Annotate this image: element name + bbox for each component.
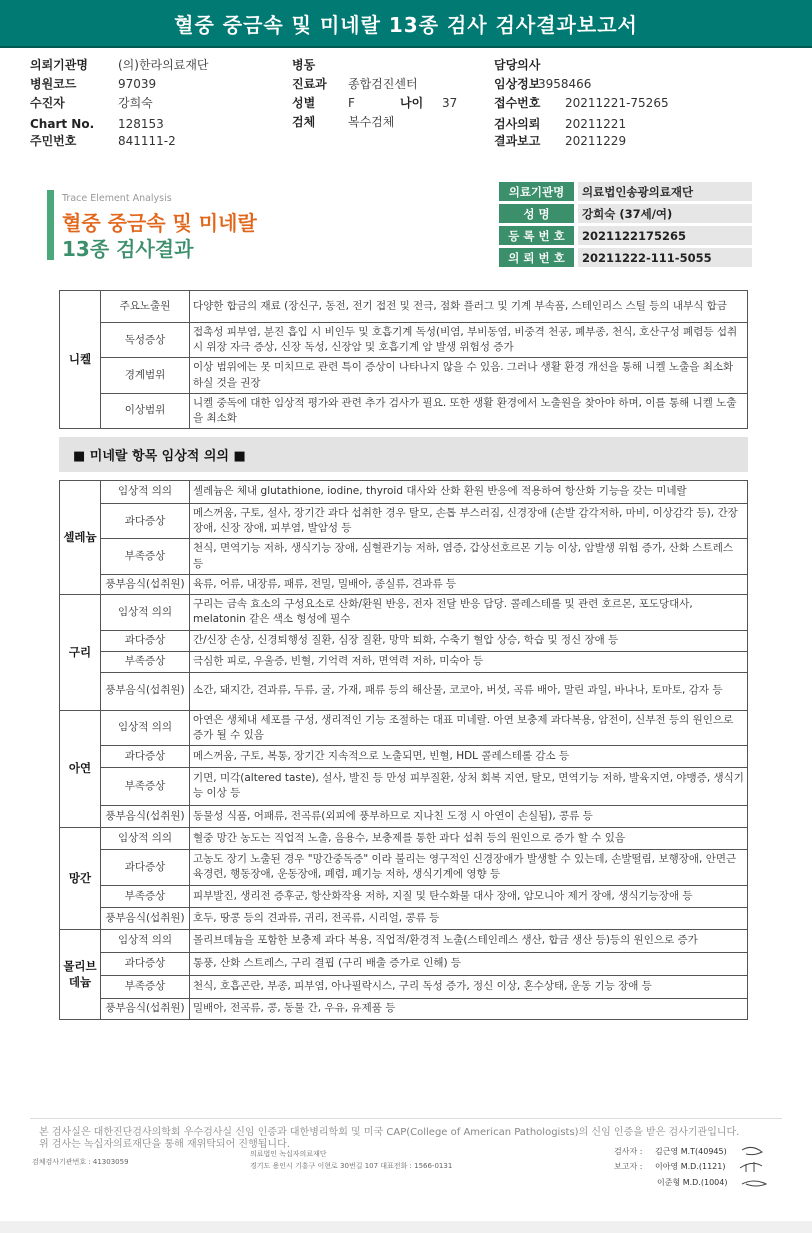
signer-name: 김근영 M.T(40945) — [654, 1147, 727, 1156]
element-name: 망간 — [60, 827, 101, 929]
info-label: 접수번호 — [494, 96, 541, 110]
table-row — [60, 291, 748, 323]
org-address: 경기도 용인시 기흥구 이현로 30번길 107 대표전화 : 1566-0131 — [250, 1162, 453, 1170]
org-code: 검체검사기관번호 : 41303059 — [32, 1158, 129, 1166]
patient-box-row — [499, 182, 752, 201]
info-label: 임상정보 — [494, 77, 541, 91]
description-cell: 아연은 생체내 세포를 구성, 생리적인 기능 조절하는 대표 미네랄. 아연 보충제 과다복용, 암전이, 신부전 등의 원인으로 증가 될 수 있음 — [190, 710, 748, 745]
description-cell: 다양한 합금의 재료 (장신구, 동전, 전기 접전 및 전극, 점화 플러그 및 기계 부속품, 스테인리스 스틸 등의 내부식 합금 — [190, 291, 748, 323]
info-label: 결과보고 — [494, 134, 541, 148]
table-row — [60, 929, 748, 952]
category-cell: 부족증상 — [101, 885, 190, 907]
category-cell: 임상적 의의 — [101, 929, 190, 952]
info-label: 병동 — [292, 58, 316, 72]
info-label: 검체 — [292, 115, 316, 129]
table-row — [60, 323, 748, 358]
info-row — [494, 93, 669, 112]
info-value: 3958466 — [538, 76, 592, 91]
description-cell: 천식, 호흡곤란, 부종, 피부염, 아나필락시스, 구리 독성 증가, 정신 이상, 혼수상태, 운동 기능 장애 등 — [190, 975, 748, 998]
report-subtitle: Trace Element Analysis — [62, 193, 172, 204]
info-value: 128153 — [118, 116, 164, 131]
description-cell: 호두, 땅콩 등의 견과류, 귀리, 전곡류, 시리얼, 콩류 등 — [190, 907, 748, 929]
category-cell: 임상적 의의 — [101, 481, 190, 504]
report-title: 혈중 중금속 및 미네랄 13종 검사 검사결과보고서 — [0, 0, 812, 48]
table-row — [60, 358, 748, 393]
info-value: 20211229 — [565, 133, 627, 148]
category-cell: 경계범위 — [101, 358, 190, 393]
patient-box-label: 의 뢰 번 호 — [499, 248, 574, 267]
element-name: 몰리브데늄 — [60, 929, 101, 1019]
info-value: (의)한라의료재단 — [118, 58, 209, 72]
signer-role: 보고자 : — [614, 1162, 643, 1171]
signer-name: 이아영 M.D.(1121) — [654, 1162, 726, 1171]
info-value: 20211221 — [565, 116, 627, 131]
description-cell: 혈중 망간 농도는 직업적 노출, 음용수, 보충제를 통한 과다 섭취 등의 원인으로 증가 할 수 있음 — [190, 827, 748, 849]
info-label: 의뢰기관명 — [30, 58, 88, 72]
accent-bar — [47, 190, 54, 260]
description-cell: 간/신장 손상, 신경퇴행성 질환, 심장 질환, 망막 퇴화, 수축기 혈압 상승, 학습 및 정신 장애 등 — [190, 630, 748, 651]
description-cell: 구리는 금속 효소의 구성요소로 산화/환원 반응, 전자 전달 반응 담당. 콜레스테롤 및 관련 호르몬, 포도당대사, melatonin 같은 색소 형성에 필수 — [190, 595, 748, 630]
description-cell: 메스꺼움, 구토, 설사, 장기간 과다 섭취한 경우 탈모, 손톱 부스러짐, 신경장애 (손발 감각저하, 마비, 이상감각 등), 간장 장애, 신장 장애, 피부염, 발암성 등 — [190, 504, 748, 539]
category-cell: 임상적 의의 — [101, 595, 190, 630]
patient-box-value: 강희숙 (37세/여) — [578, 204, 752, 223]
table-row — [60, 481, 748, 504]
info-label: 병원코드 — [30, 77, 77, 91]
signature-image — [736, 1140, 776, 1190]
category-cell: 부족증상 — [101, 651, 190, 672]
category-cell: 풍부음식(섭취원) — [101, 998, 190, 1019]
signer-row — [657, 1177, 727, 1188]
element-name: 아연 — [60, 710, 101, 827]
description-cell: 밀배아, 전곡류, 콩, 동물 간, 우유, 유제품 등 — [190, 998, 748, 1019]
org-name: 의료법인 녹십자의료재단 — [250, 1150, 327, 1158]
info-row — [292, 74, 418, 93]
category-cell: 과다증상 — [101, 504, 190, 539]
category-cell: 과다증상 — [101, 745, 190, 767]
table-row — [60, 651, 748, 672]
table-row — [60, 975, 748, 998]
info-value: 841111-2 — [118, 133, 176, 148]
element-name: 셀레늄 — [60, 481, 101, 595]
category-cell: 이상범위 — [101, 393, 190, 428]
table-row — [60, 885, 748, 907]
table-row — [60, 574, 748, 594]
signer-row — [614, 1146, 727, 1157]
table-row — [60, 805, 748, 827]
category-cell: 풍부음식(섭취원) — [101, 574, 190, 594]
age-label: 나이 — [400, 96, 424, 110]
description-cell: 기면, 미각(altered taste), 설사, 발진 등 만성 피부질환, 상처 회복 지연, 탈모, 면역기능 저하, 발육지연, 야맹증, 생식기능 이상 등 — [190, 767, 748, 805]
description-cell: 동물성 식품, 어패류, 전곡류(외피에 풍부하므로 지나친 도정 시 아연이 손실됨), 콩류 등 — [190, 805, 748, 827]
signer-role: 검사자 : — [614, 1147, 643, 1156]
element-name: 니켈 — [60, 291, 101, 429]
table-row — [60, 630, 748, 651]
patient-box-row — [499, 248, 752, 267]
table-row — [60, 595, 748, 630]
description-cell: 천식, 면역기능 저하, 생식기능 장애, 심혈관기능 저하, 염증, 갑상선호르몬 기능 이상, 암발생 위험 증가, 산화 스트레스 등 — [190, 539, 748, 574]
description-cell: 소간, 돼지간, 견과류, 두류, 굴, 가재, 패류 등의 해산물, 코코아, 버섯, 곡류 배아, 말린 과일, 바나나, 토마토, 감자 등 — [190, 672, 748, 710]
patient-box-value: 의료법인송광의료재단 — [578, 182, 752, 201]
table-row — [60, 849, 748, 885]
mineral-table — [59, 480, 748, 1020]
table-row — [60, 393, 748, 428]
patient-box-row — [499, 226, 752, 245]
element-name: 구리 — [60, 595, 101, 710]
category-cell: 풍부음식(섭취원) — [101, 672, 190, 710]
signature-stroke — [740, 1162, 762, 1172]
info-value: 복수검체 — [348, 115, 395, 129]
patient-box-row — [499, 204, 752, 223]
info-value: 97039 — [118, 76, 157, 91]
description-cell: 셀레늄은 체내 glutathione, iodine, thyroid 대사와 산화 환원 반응에 적용하여 항산화 기능을 갖는 미네랄 — [190, 481, 748, 504]
info-row — [30, 93, 153, 112]
description-cell: 통풍, 산화 스트레스, 구리 결핍 (구리 배출 증가로 인해) 등 — [190, 952, 748, 975]
info-row — [30, 131, 176, 150]
table-row — [60, 710, 748, 745]
info-value: 종합검진센터 — [348, 77, 418, 91]
info-row — [292, 112, 394, 131]
patient-box-label: 성 명 — [499, 204, 574, 223]
category-cell: 풍부음식(섭취원) — [101, 907, 190, 929]
description-cell: 고농도 장기 노출된 경우 "망간중독증" 이라 불리는 영구적인 신경장애가 발생할 수 있는데, 손발떨림, 보행장애, 안면근육경련, 행동장애, 운동장애, 폐렴, 폐기능 저하, 생식기계에 영향 등 — [190, 849, 748, 885]
signature-stroke — [742, 1147, 762, 1154]
signer-name: 이준형 M.D.(1004) — [657, 1178, 728, 1187]
table-row — [60, 907, 748, 929]
info-label: 검사의뢰 — [494, 117, 541, 131]
info-row — [494, 131, 626, 150]
report-heading-line2: 13종 검사결과 — [62, 237, 194, 261]
info-row — [292, 93, 457, 112]
info-row — [30, 74, 156, 93]
info-row — [494, 55, 541, 74]
category-cell: 부족증상 — [101, 539, 190, 574]
category-cell: 독성증상 — [101, 323, 190, 358]
info-row — [30, 55, 209, 74]
info-label: 담당의사 — [494, 58, 541, 72]
age-value: 37 — [442, 95, 458, 110]
signer-row — [614, 1161, 725, 1172]
description-cell: 육류, 어류, 내장류, 패류, 전밀, 밀배아, 종실류, 견과류 등 — [190, 574, 748, 594]
table-row — [60, 998, 748, 1019]
accreditation-note: 본 검사실은 대한진단검사의학회 우수검사실 신임 인증과 대한병리학회 및 미국 CAP(College of American Pathologists)의 신임 인증을 받은 검사기관입니다. — [39, 1127, 740, 1138]
category-cell: 임상적 의의 — [101, 710, 190, 745]
info-value: 20211221-75265 — [565, 95, 669, 110]
description-cell: 접촉성 피부염, 분진 흡입 시 비인두 및 호흡기계 독성(비염, 부비동염, 비중격 천공, 폐부종, 천식, 호산구성 폐렴등 섭취 시 위장 자극 증상, 신장 독성, 신장암 및 호흡기계 암 발생 위험성 증가 — [190, 323, 748, 358]
signature-stroke — [742, 1181, 766, 1186]
table-row — [60, 504, 748, 539]
description-cell: 피부발진, 생리전 증후군, 항산화작용 저하, 지질 및 탄수화물 대사 장애, 암모니아 제거 장애, 생식기능장애 등 — [190, 885, 748, 907]
description-cell: 니켈 중독에 대한 임상적 평가와 관련 추가 검사가 필요. 또한 생활 환경에서 노출원을 찾아야 하며, 이를 통해 니켈 노출을 최소화 — [190, 393, 748, 428]
table-row — [60, 952, 748, 975]
category-cell: 부족증상 — [101, 975, 190, 998]
category-cell: 과다증상 — [101, 630, 190, 651]
table-row — [60, 827, 748, 849]
info-value: F — [348, 95, 355, 110]
description-cell: 메스꺼움, 구토, 복통, 장기간 지속적으로 노출되면, 빈혈, HDL 콜레스테롤 감소 등 — [190, 745, 748, 767]
category-cell: 임상적 의의 — [101, 827, 190, 849]
info-label: Chart No. — [30, 116, 95, 131]
table-row — [60, 539, 748, 574]
info-label: 수진자 — [30, 96, 65, 110]
section-header: ■ 미네랄 항목 임상적 의의 ■ — [59, 437, 748, 472]
table-row — [60, 767, 748, 805]
info-label: 진료과 — [292, 77, 327, 91]
footer-divider — [30, 1118, 782, 1119]
patient-box-value: 2021122175265 — [578, 226, 752, 245]
category-cell: 부족증상 — [101, 767, 190, 805]
category-cell: 풍부음식(섭취원) — [101, 805, 190, 827]
info-value: 강희숙 — [118, 96, 153, 110]
nickel-table — [59, 290, 748, 429]
category-cell: 과다증상 — [101, 849, 190, 885]
report-heading-line1: 혈중 중금속 및 미네랄 — [62, 211, 257, 235]
table-row — [60, 745, 748, 767]
info-label: 성별 — [292, 96, 316, 110]
patient-box-value: 20211222-111-5055 — [578, 248, 752, 267]
info-label: 주민번호 — [30, 134, 77, 148]
patient-box-label: 의료기관명 — [499, 182, 574, 201]
page-bottom-strip — [0, 1221, 812, 1233]
referral-note: 위 검사는 녹십자의료재단을 통해 재위탁되어 진행됩니다. — [39, 1139, 290, 1150]
description-cell: 이상 범위에는 못 미치므로 관련 특이 증상이 나타나지 않을 수 있음. 그러나 생활 환경 개선을 통해 니켈 노출을 최소화 하실 것을 권장 — [190, 358, 748, 393]
patient-box-label: 등 록 번 호 — [499, 226, 574, 245]
info-row — [494, 74, 591, 93]
table-row — [60, 672, 748, 710]
category-cell: 주요노출원 — [101, 291, 190, 323]
description-cell: 극심한 피로, 우울증, 빈혈, 기억력 저하, 면역력 저하, 미숙아 등 — [190, 651, 748, 672]
description-cell: 몰리브데늄을 포함한 보충제 과다 복용, 직업적/환경적 노출(스테인레스 생산, 합금 생산 등)등의 원인으로 증가 — [190, 929, 748, 952]
info-row — [292, 55, 348, 74]
category-cell: 과다증상 — [101, 952, 190, 975]
